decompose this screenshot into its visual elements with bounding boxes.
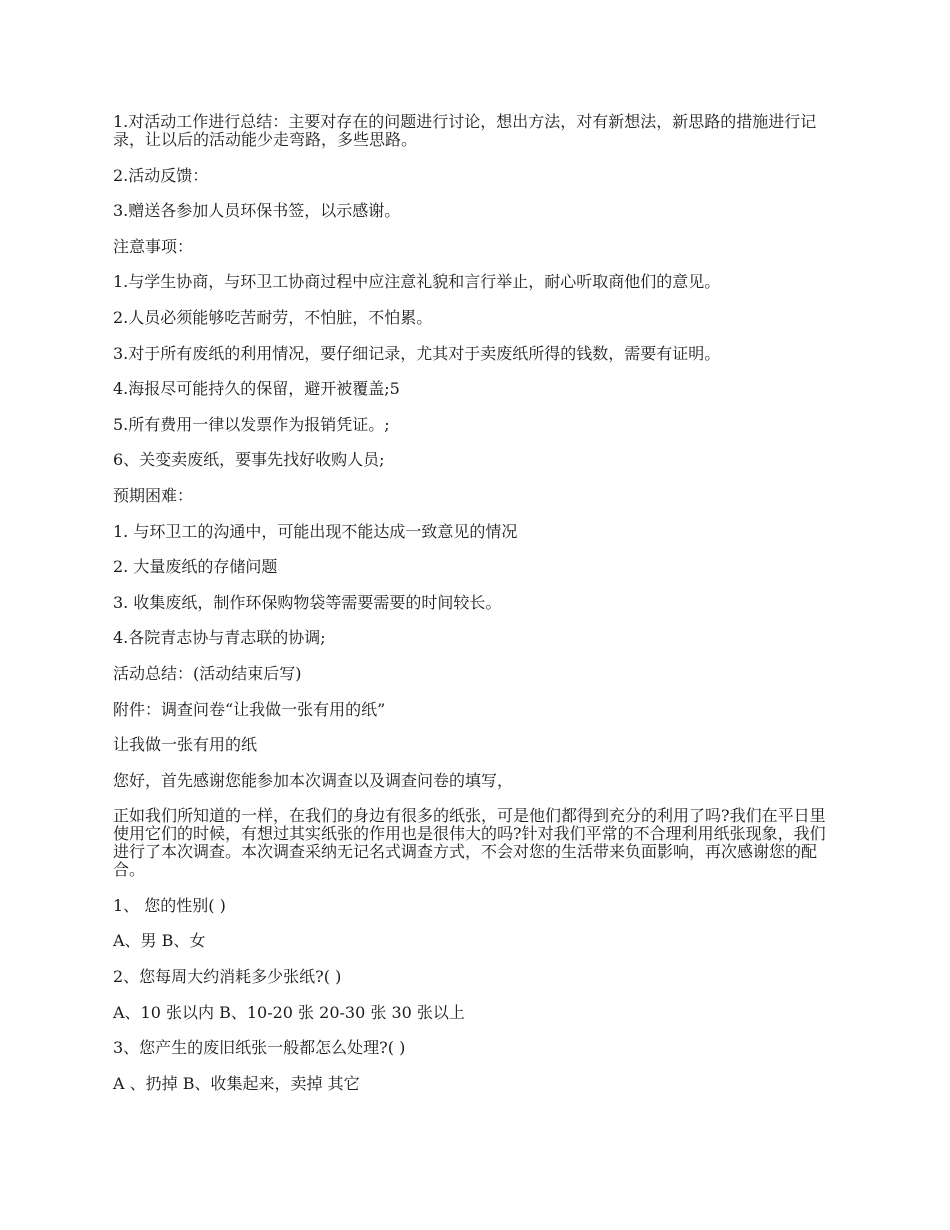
question-2: 2、您每周大约消耗多少张纸?( ) [113, 967, 342, 987]
difficulties-heading: 预期困难： [113, 485, 194, 505]
summary-item-3: 3.赠送各参加人员环保书签，以示感谢。 [113, 201, 401, 221]
difficulty-item-2: 2. 大量废纸的存储问题 [113, 557, 278, 577]
question-3: 3、您产生的废旧纸张一般都怎么处理?( ) [113, 1038, 406, 1058]
survey-greeting: 您好，首先感谢您能参加本次调查以及调查问卷的填写， [113, 770, 514, 790]
difficulty-item-4: 4.各院青志协与青志联的协调; [113, 628, 326, 648]
activity-summary-line: 活动总结：(活动结束后写) [113, 663, 302, 683]
note-item-6: 6、关变卖废纸，要事先找好收购人员; [113, 450, 385, 470]
survey-intro: 正如我们所知道的一样，在我们的身边有很多的纸张，可是他们都得到充分的利用了吗?我们在平日里使用它们的时候，有想过其实纸张的作用也是很伟大的吗?针对我们平常的不合理利用纸张现象，我们进行了本次调查。本次调查采纳无记名式调查方式，不会对您的生活带来负面影响，再次感谢您的配合。 [113, 806, 826, 880]
attachment-line: 附件：调查问卷“让我做一张有用的纸” [113, 699, 386, 719]
difficulty-item-3: 3. 收集废纸，制作环保购物袋等需要需要的时间较长。 [113, 592, 502, 612]
note-item-3: 3.对于所有废纸的利用情况，要仔细记录，尤其对于卖废纸所得的钱数，需要有证明。 [113, 343, 721, 363]
summary-item-1: 1.对活动工作进行总结：主要对存在的问题进行讨论，想出方法，对有新想法，新思路的措施进行记录，让以后的活动能少走弯路，多些思路。 [113, 112, 817, 149]
note-item-4: 4.海报尽可能持久的保留，避开被覆盖;5 [113, 379, 400, 399]
note-item-2: 2.人员必须能够吃苦耐劳，不怕脏，不怕累。 [113, 307, 433, 327]
question-2-options: A、10 张以内 B、10-20 张 20-30 张 30 张以上 [113, 1002, 465, 1022]
survey-title: 让我做一张有用的纸 [113, 735, 258, 755]
document-page [113, 113, 841, 1110]
note-item-5: 5.所有费用一律以发票作为报销凭证。; [113, 414, 390, 434]
note-item-1: 1.与学生协商，与环卫工协商过程中应注意礼貌和言行举止，耐心听取商他们的意见。 [113, 272, 721, 292]
notes-heading: 注意事项： [113, 236, 194, 256]
difficulty-item-1: 1. 与环卫工的沟通中，可能出现不能达成一致意见的情况 [113, 521, 518, 541]
summary-item-2: 2.活动反馈： [113, 165, 209, 185]
question-1: 1、 您的性别( ) [113, 895, 226, 915]
question-3-options: A 、扔掉 B、收集起来，卖掉 其它 [113, 1073, 360, 1093]
question-1-options: A、男 B、女 [113, 931, 206, 951]
